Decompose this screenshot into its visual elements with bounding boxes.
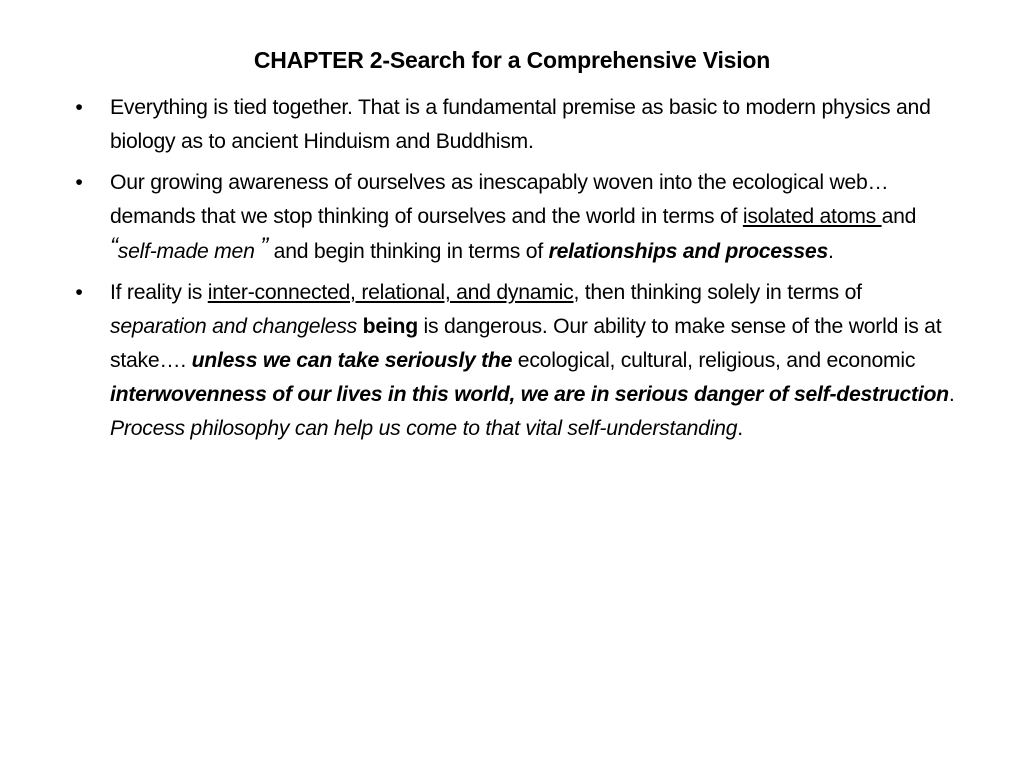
bullet-3-text: ecological, cultural, religious, and economic bbox=[512, 349, 916, 372]
emphasis-phrase: relationships and processes bbox=[548, 240, 828, 263]
open-quote: “ bbox=[110, 233, 118, 260]
emphasis-phrase: unless we can take seriously the bbox=[191, 349, 513, 372]
underlined-phrase: isolated atoms bbox=[742, 205, 882, 228]
italic-phrase: self-made men bbox=[117, 240, 261, 263]
slide-title: CHAPTER 2-Search for a Comprehensive Vision bbox=[253, 47, 771, 73]
emphasis-phrase: interwovenness of our lives in this world, we are in serious danger of self-destruction bbox=[110, 383, 949, 406]
bullet-3-text: . bbox=[948, 383, 955, 406]
bullet-3-text: If reality is bbox=[110, 281, 208, 304]
bullet-1-text: Everything is tied together. That is a fundamental premise as basic to modern physics and biology as to ancient Hinduism and Buddhism. bbox=[110, 96, 931, 153]
bullet-2-text: Our growing awareness of ourselves as inescapably woven into the ecological web…demands that we stop thinking of ourselves and the world in terms of bbox=[110, 171, 889, 228]
bullet-item-2 bbox=[72, 166, 962, 269]
bullet-dot-icon: • bbox=[75, 96, 83, 119]
bold-word: being bbox=[362, 315, 418, 338]
bullet-2-text: . bbox=[827, 240, 834, 263]
bullet-item-1 bbox=[72, 91, 962, 159]
bullet-list bbox=[72, 91, 962, 453]
underlined-phrase: inter-connected, relational, and dynamic bbox=[207, 281, 574, 304]
bullet-2-text: and begin thinking in terms of bbox=[268, 240, 549, 263]
bullet-3-text: is dangerous. Our ability to make sense of the world is at stake…. bbox=[110, 315, 942, 372]
bullet-dot-icon: • bbox=[75, 171, 83, 194]
close-quote: ” bbox=[260, 233, 269, 260]
italic-phrase: separation and changeless bbox=[110, 315, 358, 338]
bullet-item-3 bbox=[72, 276, 962, 446]
bullet-dot-icon: • bbox=[75, 281, 83, 304]
bullet-2-text: and bbox=[881, 205, 917, 228]
bullet-3-text: , then thinking solely in terms of bbox=[573, 281, 862, 304]
italic-phrase: Process philosophy can help us come to that vital self-understanding bbox=[110, 417, 738, 440]
bullet-3-text: . bbox=[737, 417, 743, 440]
